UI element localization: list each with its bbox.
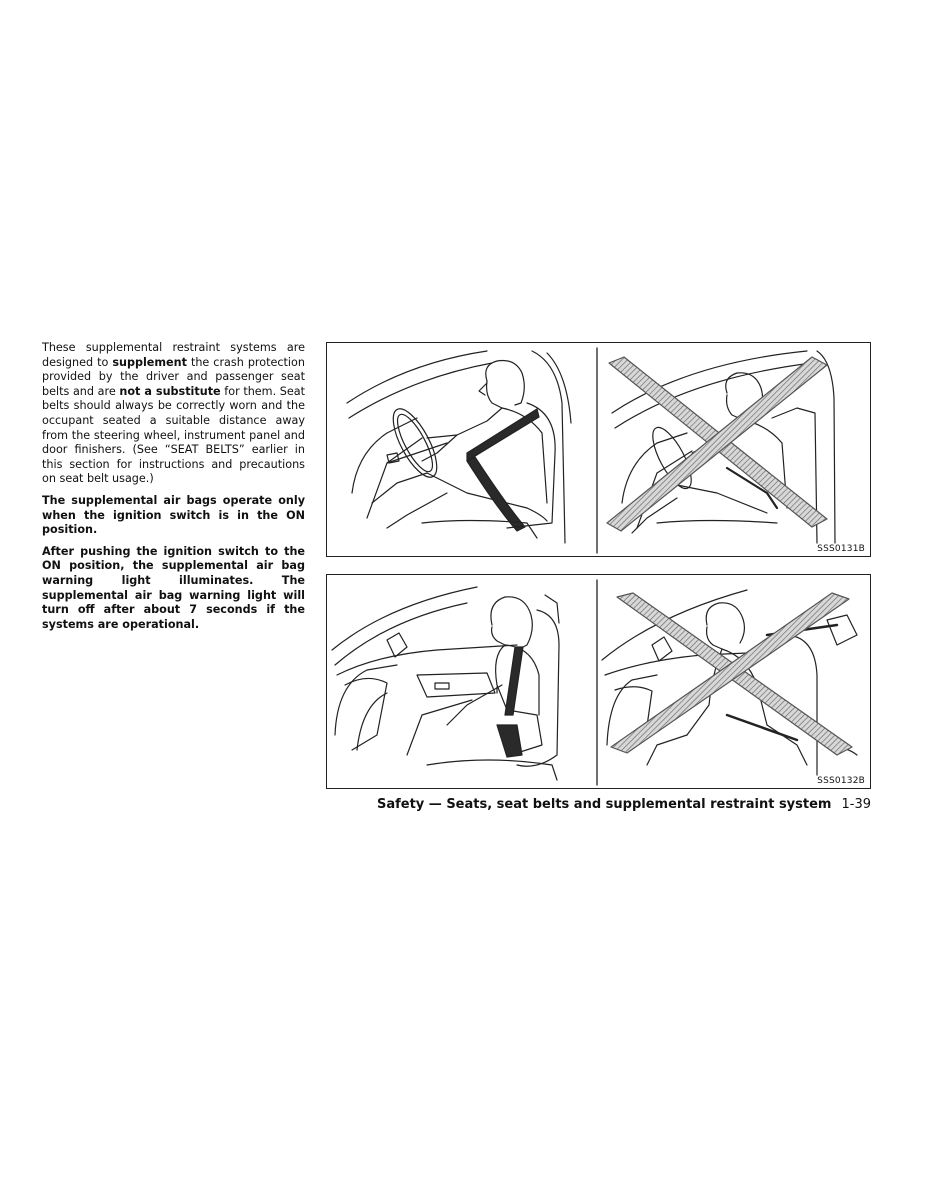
paragraph-ignition: The supplemental air bags operate only when the ignition switch is in the ON position. <box>42 493 305 537</box>
illustration-passenger-correct <box>332 587 559 780</box>
figure-code: SSS0131B <box>817 544 865 554</box>
figure-driver-position <box>326 342 871 557</box>
illustration-driver-incorrect <box>607 351 835 543</box>
illustration-passenger-incorrect <box>602 590 857 775</box>
paragraph-warning-light: After pushing the ignition switch to the ON position, the supplemental air bag warning light illuminates. The supplemental air bag warning light will turn off after about 7 seconds if the systems are operational. <box>42 544 305 631</box>
bold-not-a-substitute: not a substitute <box>119 384 221 398</box>
page-footer <box>326 797 871 812</box>
bold-supplement: supplement <box>112 355 187 369</box>
paragraph-intro: These supplemental restraint systems are designed to supplement the crash protection provided by the driver and passenger seat belts and are not a substitute for them. Seat belts should always be correctly worn and the occupant seated a suitable distance away from the steering wheel, instrument panel and door finishers. (See “SEAT BELTS” earlier in this section for instructions and precautions on seat belt usage.) <box>42 341 306 486</box>
figure-passenger-position <box>326 574 871 789</box>
figure-code: SSS0132B <box>817 776 865 786</box>
body-text <box>42 341 305 639</box>
illustration-driver-correct <box>347 351 571 543</box>
page-number: 1-39 <box>841 797 871 812</box>
section-title: Safety — Seats, seat belts and supplemental restraint system <box>376 797 832 812</box>
